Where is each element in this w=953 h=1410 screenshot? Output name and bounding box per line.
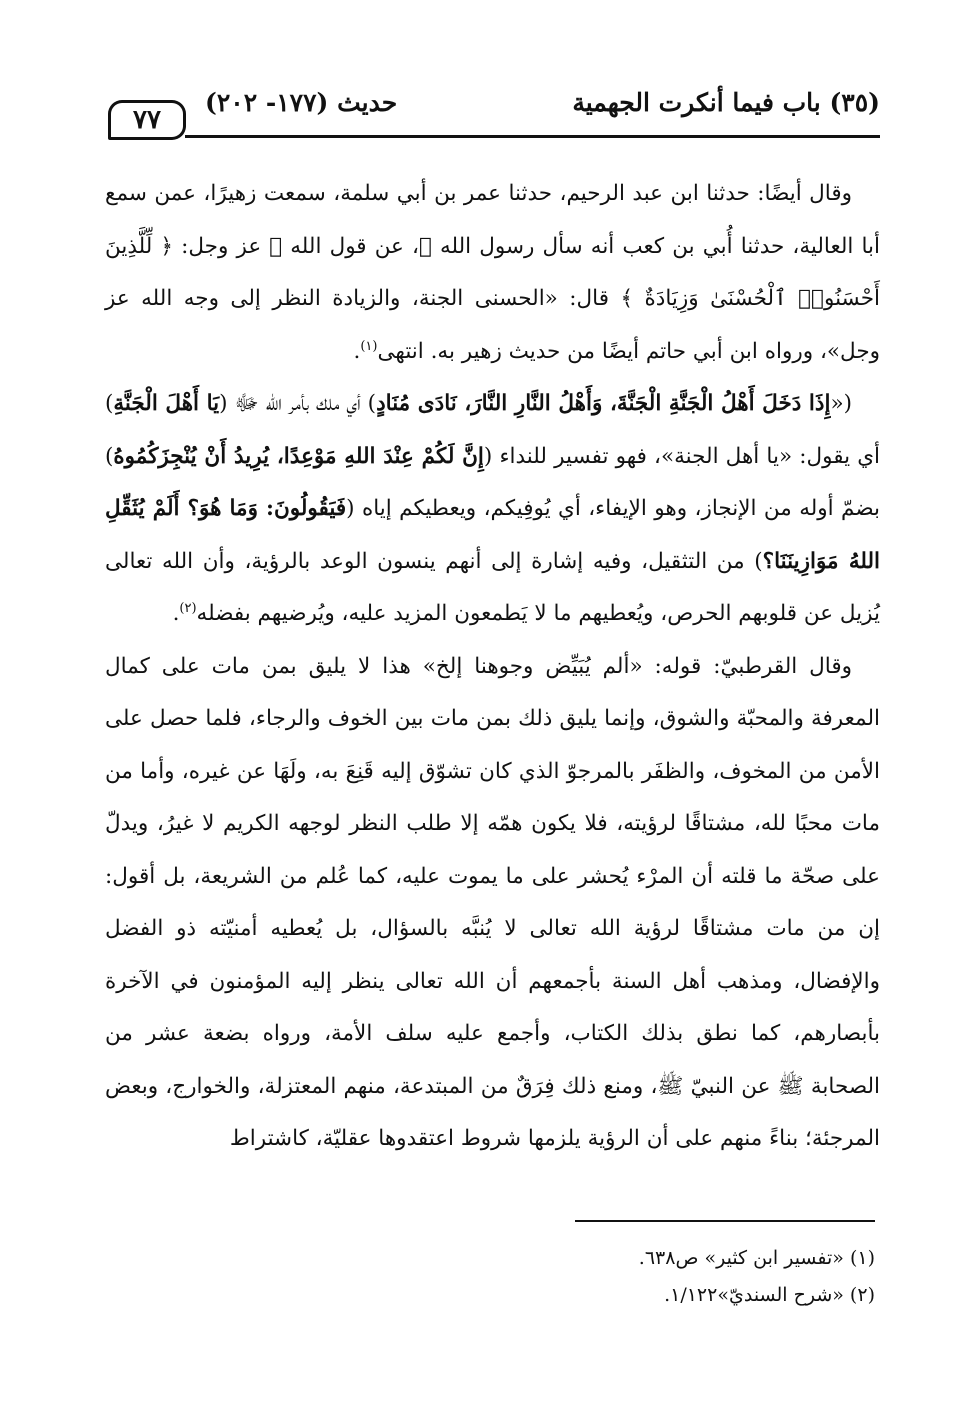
footnote-separator [575, 1220, 875, 1222]
paragraph-3: وقال القرطبيّ: قوله: «ألم يُبَيِّض وجوهنا إلخ» هذا لا يليق بمن مات على كمال المعرفة والمحبّة والشوق، وإنما يليق ذلك بمن مات بين الخوف والرجاء، فلما حصل على الأمن من المخوف، والظفَر بالمرجوّ الذي كان تشوّق إليه قَنِعَ به، ولَهَا عن غيره، وأما من مات محبًا لله، مشتاقًا لرؤيته، فلا يكون همّه إلا طلب النظر لوجهه الكريم لا غيرُ، ويدلّ على صحّة ما قلته أن المرْء يُحشر على ما يموت عليه، كما عُلم من الشريعة، بل أقول: إن من مات مشتاقًا لرؤية الله تعالى لا يُنبَّه بالسؤال، بل يُعطيه أمنيّته ذو الفضل والإفضال، ومذهب أهل السنة بأجمعهم أن الله تعالى ينظر إليه المؤمنون في الآخرة بأبصارهم، كما نطق بذلك الكتاب، وأجمع عليه سلف الأمة، ورواه بضعة عشر من الصحابة ﷺ عن النبيّ ﷺ، ومنع ذلك فِرَقٌ من المبتدعة، منهم المعتزلة، والخوارج، وبعض المرجئة؛ بناءً منهم على أن الرؤية يلزمها شروط اعتقدوها عقليّة، كاشتراط [105, 653, 880, 1151]
footnotes [105, 1240, 875, 1314]
paragraph-2 [105, 378, 880, 641]
paragraph-2-end: . [172, 601, 180, 626]
hadith-quote-2: يَا أَهْلَ الْجَنَّةِ [113, 391, 220, 416]
body-text [105, 168, 880, 1166]
hadith-range: حديث (١٧٧- ٢٠٢) [205, 88, 398, 117]
footnote-2: (٢) «شرح السنديّ»١/١٢٢. [664, 1284, 875, 1306]
header-rule [185, 135, 880, 138]
hadith-quote-1: إِذَا دَخَلَ أَهْلُ الْجَنَّةِ الْجَنَّةَ، وَأَهْلُ النَّارِ النَّارَ، نَادَى مُنَادٍ [376, 391, 831, 416]
p2-open: (« [830, 391, 852, 416]
p2-text-d: ) بضمّ أوله من الإنجاز، وهو الإيفاء، أي يُوفِيكم، ويعطيكم إياه ( [105, 443, 880, 521]
hadith-quote-4: فَيَقُولُونَ: وَمَا هُوَ؟ أَلَمْ يُثَقِّلِ اللهُ مَوَازِينَنَا؟ [105, 496, 880, 574]
page-header [105, 88, 880, 148]
p2-text-b: ) أي ملك بأمر الله ﷻ ( [219, 391, 377, 416]
p2-text-e: ) من التثقيل، وفيه إشارة إلى أنهم ينسون الوعد بالرؤية، وأن الله تعالى يُزيل عن قلوبهم الحرص، ويُعطيهم ما لا يَطمعون المزيد عليه، ويُرضيهم بفضله [105, 548, 880, 626]
footnote-ref-1: (١) [360, 338, 378, 354]
paragraph-1-end: . [353, 338, 361, 364]
chapter-title: (٣٥) باب فيما أنكرت الجهمية [572, 88, 880, 117]
footnote-ref-2: (٢) [179, 600, 197, 616]
footnote-1: (١) «تفسير ابن كثير» ص٦٣٨. [638, 1247, 875, 1269]
paragraph-1 [105, 168, 880, 378]
p2-text-c: ) أي يقول: «يا أهل الجنة»، فهو تفسير للنداء ( [105, 391, 880, 469]
paragraph-1-text: وقال أيضًا: حدثنا ابن عبد الرحيم، حدثنا عمر بن أبي سلمة، سمعت زهيرًا، عمن سمع أبا العالية، حدثنا أُبي بن كعب أنه سأل رسول الله ﷺ، عن قول الله ﷻ عز وجل: ﴿ لِّلَّذِينَ أَحْسَنُوا۟ ٱلْحُسْنَىٰ وَزِيَادَةٌ ﴾ قال: «الحسنى الجنة، والزيادة النظر إلى وجه الله عز وجل»، ورواه ابن أبي حاتم أيضًا من حديث زهير به. انتهى [105, 181, 880, 364]
hadith-quote-3: إِنَّ لَكُمْ عِنْدَ اللهِ مَوْعِدًا، يُرِيدُ أَنْ يُنْجِزَكُمُوهُ [113, 443, 484, 469]
page-number: ٧٧ [108, 100, 186, 140]
